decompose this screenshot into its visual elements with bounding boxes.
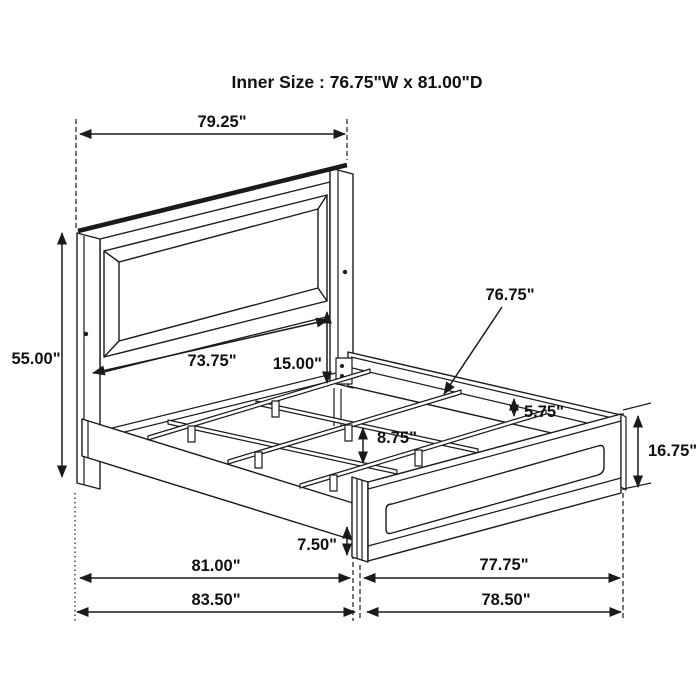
- dim-label-footboard-width: 78.50": [481, 591, 531, 609]
- dim-label-rail-top-to-slat: 5.75": [524, 403, 564, 421]
- dim-label-footboard-base-height: 7.50": [297, 536, 337, 554]
- footboard-right-edge: [621, 414, 626, 490]
- headboard-face: [100, 182, 330, 373]
- dim-label-headboard-height: 55.00": [11, 350, 61, 368]
- dim-label-overall-depth: 83.50": [191, 591, 241, 609]
- screw-hole: [343, 270, 347, 274]
- slat-leg: [255, 452, 262, 468]
- dim-label-footboard-height: 16.75": [648, 442, 698, 460]
- diagram-title: Inner Size : 76.75"W x 81.00"D: [231, 72, 483, 92]
- dim-label-footboard-inner-width: 77.75": [479, 556, 529, 574]
- slat-leg: [345, 425, 352, 441]
- slat-leg: [188, 426, 195, 442]
- dim-label-slat-width: 76.75": [485, 286, 535, 304]
- dim-label-headboard-inner-width: 73.75": [187, 352, 237, 370]
- dim-label-panel-to-rail-gap: 15.00": [272, 355, 322, 373]
- head-support-rail: [100, 370, 348, 431]
- dim-label-slat-floor-height: 8.75": [377, 429, 417, 447]
- footboard-left-edge: [352, 477, 368, 562]
- slat-leg: [272, 401, 279, 417]
- dim-label-inner-depth: 81.00": [191, 557, 241, 575]
- screw-hole: [84, 332, 88, 336]
- slat-leg: [415, 450, 422, 466]
- slat-leg: [330, 475, 337, 491]
- dim-label-headboard-width: 79.25": [197, 113, 247, 131]
